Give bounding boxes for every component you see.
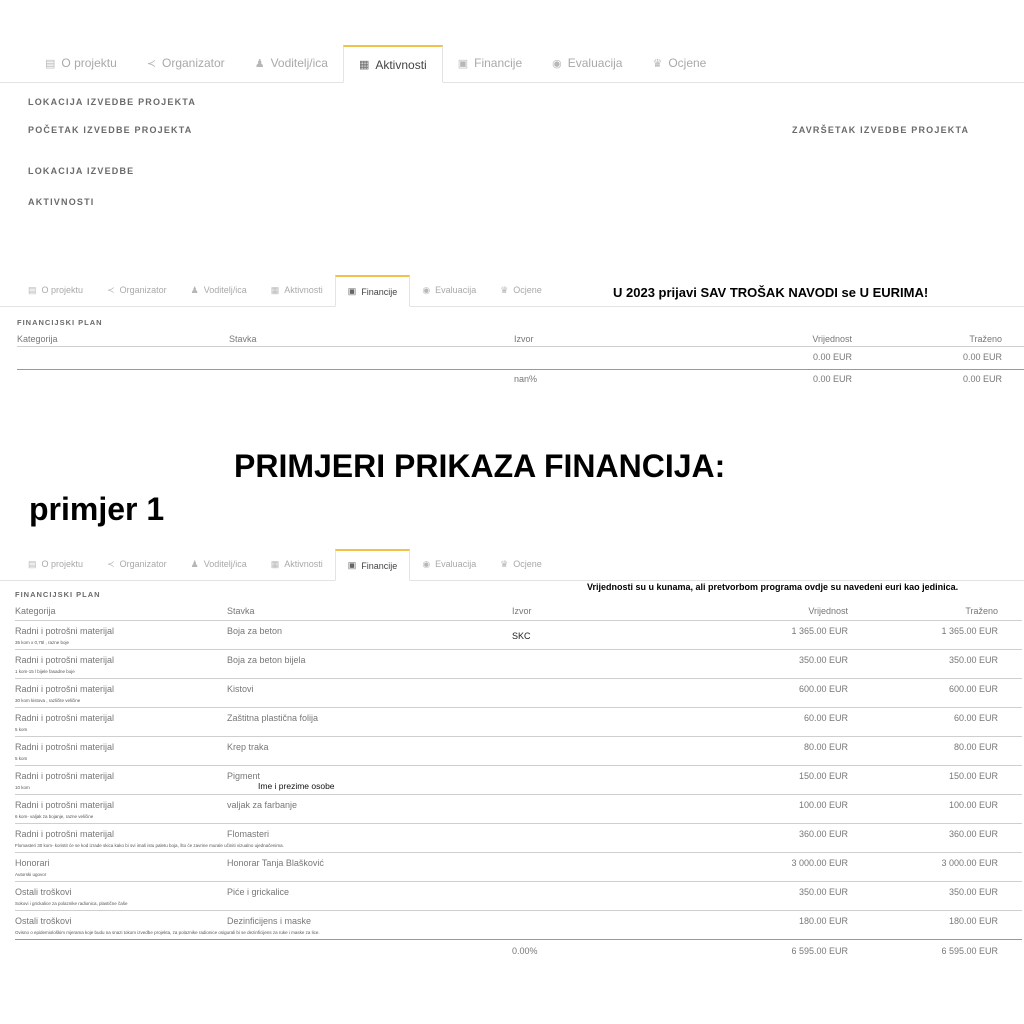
- tab-organizator[interactable]: [132, 44, 240, 82]
- row-kategorija: Radni i potrošni materijal: [15, 742, 115, 752]
- col-kategorija: Kategorija: [15, 606, 56, 616]
- tab-ocjene[interactable]: [488, 548, 554, 580]
- row-trazeno: 360.00 EUR: [948, 829, 998, 839]
- row-opis: Flomasteri 30 kom- koristit će se kod izrade skica kako bi svi imali istu paletu boja, što će zavrine murale učiniti vizualno ujednačenima.: [15, 843, 284, 848]
- tab-ocjene[interactable]: [637, 44, 721, 82]
- row-vrijednost: 100.00 EUR: [798, 800, 848, 810]
- label-lokacija-izvedbe-projekta: LOKACIJA IZVEDBE PROJEKTA: [28, 97, 197, 107]
- table-header-divider: [17, 346, 1024, 347]
- row-kategorija: Radni i potrošni materijal: [15, 626, 115, 636]
- row-kategorija: Radni i potrošni materijal: [15, 713, 115, 723]
- col-trazeno: Traženo: [969, 334, 1002, 344]
- col-vrijednost: Vrijednost: [812, 334, 852, 344]
- share-icon: ≺: [107, 284, 115, 295]
- tab-financije[interactable]: [335, 549, 411, 581]
- share-icon: ≺: [146, 57, 156, 70]
- user-icon: ♟: [254, 57, 265, 70]
- row-stavka: Piće i grickalice: [227, 887, 290, 897]
- col-stavka: Stavka: [227, 606, 255, 616]
- col-kategorija: Kategorija: [17, 334, 58, 344]
- tooltip-ime-prezime: Ime i prezime osobe: [258, 781, 335, 791]
- tab-label: Financije: [361, 286, 398, 297]
- tab-label: Organizator: [119, 285, 167, 295]
- heading-primjeri: PRIMJERI PRIKAZA FINANCIJA:: [234, 448, 726, 484]
- label-aktivnosti: AKTIVNOSTI: [28, 197, 95, 207]
- share-icon: ≺: [107, 558, 115, 569]
- row-trazeno: 350.00 EUR: [948, 655, 998, 665]
- eye-icon: ◉: [422, 558, 431, 569]
- row-divider: [15, 794, 1022, 795]
- row-kategorija: Honorari: [15, 858, 50, 868]
- tab-evaluacija[interactable]: [410, 274, 488, 306]
- row-stavka: Zaštitna plastična folija: [227, 713, 319, 723]
- table-total-divider: [17, 369, 1024, 370]
- eye-icon: ◉: [422, 284, 431, 295]
- calendar-icon: ▦: [358, 59, 370, 71]
- tab-label: O projektu: [61, 56, 117, 70]
- row-izvor: SKC: [512, 631, 531, 641]
- row-divider: [15, 736, 1022, 737]
- tab-label: Ocjene: [513, 285, 542, 295]
- tab-o-projektu[interactable]: [30, 44, 132, 82]
- tab-label: Financije: [361, 560, 398, 571]
- row-value: 0.00 EUR: [812, 352, 852, 362]
- row-divider: [15, 707, 1022, 708]
- money-icon: ▣: [457, 57, 469, 70]
- tab-label: O projektu: [41, 559, 84, 569]
- row-kategorija: Radni i potrošni materijal: [15, 800, 115, 810]
- total-requested: 0.00 EUR: [962, 374, 1002, 384]
- user-icon: ♟: [190, 284, 199, 295]
- tab-label: Evaluacija: [435, 559, 477, 569]
- tab-label: Organizator: [119, 559, 167, 569]
- money-icon: ▣: [347, 286, 357, 296]
- row-vrijednost: 360.00 EUR: [798, 829, 848, 839]
- row-stavka: Dezinficijens i maske: [227, 916, 312, 926]
- row-divider: [15, 881, 1022, 882]
- total-percent: nan%: [514, 374, 538, 384]
- tab-label: Voditelj/ica: [203, 559, 247, 569]
- tab-aktivnosti[interactable]: [343, 45, 443, 83]
- table-header-divider: [15, 620, 1022, 621]
- user-icon: ♟: [190, 558, 199, 569]
- row-opis: 5 kom: [15, 756, 28, 761]
- calendar-icon: ▦: [270, 558, 280, 569]
- row-vrijednost: 3 000.00 EUR: [791, 858, 848, 868]
- tab-label: Aktivnosti: [284, 559, 323, 569]
- row-kategorija: Radni i potrošni materijal: [15, 684, 115, 694]
- row-trazeno: 80.00 EUR: [953, 742, 998, 752]
- eye-icon: ◉: [552, 57, 562, 70]
- row-kategorija: Radni i potrošni materijal: [15, 829, 115, 839]
- tab-label: Evaluacija: [567, 56, 623, 70]
- trophy-icon: ♛: [500, 558, 509, 569]
- row-stavka: Boja za beton bijela: [227, 655, 306, 665]
- row-vrijednost: 80.00 EUR: [803, 742, 848, 752]
- tab-label: Ocjene: [668, 56, 707, 70]
- notice-2023-eur: U 2023 prijavi SAV TROŠAK NAVODI se U EURIMA!: [613, 285, 929, 300]
- row-stavka: Honorar Tanja Blašković: [227, 858, 324, 868]
- row-stavka: Krep traka: [227, 742, 269, 752]
- tab-voditelj-ica[interactable]: [179, 548, 259, 580]
- row-opis: 35 kom x 0,75l , razne boje: [15, 640, 70, 645]
- row-divider: [15, 939, 1022, 940]
- row-kategorija: Ostali troškovi: [15, 887, 72, 897]
- note-kune-euri: Vrijednosti su u kunama, ali pretvorbom programa ovdje su navedeni euri kao jedinica.: [587, 582, 959, 592]
- tab-bar-financije-example: [0, 548, 1024, 581]
- row-trazeno: 100.00 EUR: [948, 800, 998, 810]
- row-vrijednost: 180.00 EUR: [798, 916, 848, 926]
- tab-label: Financije: [474, 56, 523, 70]
- row-trazeno: 180.00 EUR: [948, 916, 998, 926]
- money-icon: ▣: [347, 560, 357, 570]
- row-opis: 5 kom: [15, 727, 28, 732]
- row-vrijednost: 600.00 EUR: [798, 684, 848, 694]
- col-izvor: Izvor: [512, 606, 532, 616]
- row-opis: Sokovi i grickalice za polaznike radionica, plastične čaše: [15, 901, 128, 906]
- financijski-plan-title: FINANCIJSKI PLAN: [15, 590, 101, 599]
- tab-label: Aktivnosti: [284, 285, 323, 295]
- row-trazeno: 150.00 EUR: [948, 771, 998, 781]
- row-opis: Autorski ugovor: [15, 872, 47, 877]
- row-divider: [15, 823, 1022, 824]
- row-requested: 0.00 EUR: [962, 352, 1002, 362]
- row-divider: [15, 765, 1022, 766]
- tab-evaluacija[interactable]: [537, 44, 637, 82]
- row-trazeno: 600.00 EUR: [948, 684, 998, 694]
- total-value: 6 595.00 EUR: [791, 946, 848, 956]
- row-vrijednost: 60.00 EUR: [803, 713, 848, 723]
- row-trazeno: 1 365.00 EUR: [941, 626, 998, 636]
- label-lokacija-izvedbe: LOKACIJA IZVEDBE: [28, 166, 135, 176]
- row-opis: 6 kom- valjak za bojanje, razne veličine: [15, 814, 94, 819]
- tab-o-projektu[interactable]: [16, 548, 95, 580]
- col-vrijednost: Vrijednost: [808, 606, 848, 616]
- row-kategorija: Radni i potrošni materijal: [15, 655, 115, 665]
- row-divider: [15, 678, 1022, 679]
- col-izvor: Izvor: [514, 334, 534, 344]
- row-trazeno: 3 000.00 EUR: [941, 858, 998, 868]
- tab-label: Ocjene: [513, 559, 542, 569]
- row-opis: 10 kom: [15, 785, 30, 790]
- label-pocetak-izvedbe: POČETAK IZVEDBE PROJEKTA: [28, 125, 193, 135]
- total-percent: 0.00%: [512, 946, 538, 956]
- row-opis: 30 kom kistova , različite veličine: [15, 698, 81, 703]
- tab-aktivnosti[interactable]: [259, 548, 335, 580]
- tab-financije[interactable]: [335, 275, 411, 307]
- tab-voditelj-ica[interactable]: [179, 274, 259, 306]
- trophy-icon: ♛: [652, 57, 663, 70]
- row-trazeno: 350.00 EUR: [948, 887, 998, 897]
- tab-aktivnosti[interactable]: [259, 274, 335, 306]
- row-stavka: valjak za farbanje: [227, 800, 298, 810]
- row-vrijednost: 350.00 EUR: [798, 655, 848, 665]
- document-icon: ▤: [45, 57, 56, 70]
- tab-evaluacija[interactable]: [410, 548, 488, 580]
- tab-organizator[interactable]: [95, 274, 179, 306]
- tab-label: Voditelj/ica: [270, 56, 328, 70]
- tab-financije[interactable]: [443, 44, 537, 82]
- row-opis: Ovisno o epidemiološkim mjerama koje budu na snazi tokom izvedbe projekta, za polaznike radionice osigurali bi se dezinficijens za ruke i maske za lice.: [15, 930, 320, 935]
- label-zavrsetak-izvedbe: ZAVRŠETAK IZVEDBE PROJEKTA: [792, 125, 970, 135]
- row-kategorija: Ostali troškovi: [15, 916, 72, 926]
- row-stavka: Boja za beton: [227, 626, 283, 636]
- tab-label: Evaluacija: [435, 285, 477, 295]
- calendar-icon: ▦: [270, 284, 280, 295]
- row-stavka: Flomasteri: [227, 829, 270, 839]
- tab-label: Voditelj/ica: [203, 285, 247, 295]
- tab-bar-top: [0, 44, 1024, 83]
- financijski-plan-title-empty: FINANCIJSKI PLAN: [17, 318, 103, 327]
- row-divider: [15, 852, 1022, 853]
- tab-voditelj-ica[interactable]: [240, 44, 343, 82]
- document-icon: ▤: [28, 558, 37, 569]
- document-icon: ▤: [28, 284, 37, 295]
- subheading-primjer-1: primjer 1: [29, 491, 165, 527]
- row-vrijednost: 350.00 EUR: [798, 887, 848, 897]
- row-divider: [15, 910, 1022, 911]
- tab-ocjene[interactable]: [488, 274, 554, 306]
- col-trazeno: Traženo: [965, 606, 998, 616]
- total-requested: 6 595.00 EUR: [941, 946, 998, 956]
- row-stavka: Kistovi: [227, 684, 254, 694]
- row-opis: 1 kom-15 l bijele fasadne boje: [15, 669, 75, 674]
- tab-organizator[interactable]: [95, 548, 179, 580]
- row-vrijednost: 150.00 EUR: [798, 771, 848, 781]
- tab-label: Aktivnosti: [375, 57, 427, 72]
- total-value: 0.00 EUR: [812, 374, 852, 384]
- trophy-icon: ♛: [500, 284, 509, 295]
- tab-o-projektu[interactable]: [16, 274, 95, 306]
- row-kategorija: Radni i potrošni materijal: [15, 771, 115, 781]
- row-trazeno: 60.00 EUR: [953, 713, 998, 723]
- row-divider: [15, 649, 1022, 650]
- col-stavka: Stavka: [229, 334, 257, 344]
- tab-label: O projektu: [41, 285, 84, 295]
- row-stavka: Pigment: [227, 771, 261, 781]
- tab-label: Organizator: [161, 56, 225, 70]
- row-vrijednost: 1 365.00 EUR: [791, 626, 848, 636]
